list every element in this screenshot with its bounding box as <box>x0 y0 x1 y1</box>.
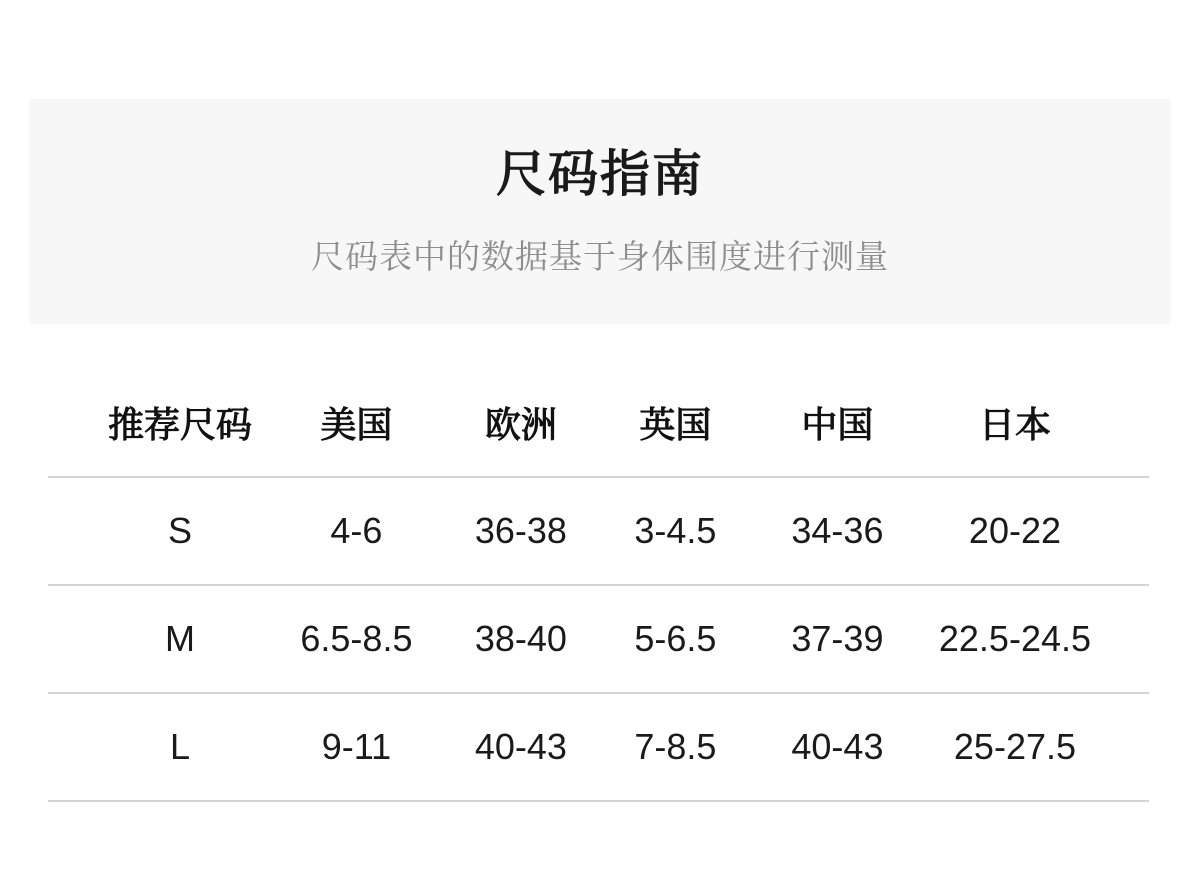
col-header-jp: 日本 <box>923 369 1149 477</box>
cn-value: 40-43 <box>752 693 923 801</box>
us-value: 6.5-8.5 <box>270 585 443 693</box>
jp-value: 22.5-24.5 <box>923 585 1149 693</box>
col-header-recommended-size: 推荐尺码 <box>48 369 270 477</box>
size-label: L <box>48 693 270 801</box>
size-table-header-row <box>48 369 1149 477</box>
eu-value: 40-43 <box>443 693 599 801</box>
col-header-cn: 中国 <box>752 369 923 477</box>
size-label: S <box>48 477 270 585</box>
cn-value: 34-36 <box>752 477 923 585</box>
col-header-uk: 英国 <box>599 369 752 477</box>
page-subtitle: 尺码表中的数据基于身体围度进行测量 <box>311 237 889 275</box>
us-value: 4-6 <box>270 477 443 585</box>
col-header-eu: 欧洲 <box>443 369 599 477</box>
jp-value: 20-22 <box>923 477 1149 585</box>
size-table-container <box>48 369 1149 802</box>
size-table <box>48 369 1149 802</box>
eu-value: 38-40 <box>443 585 599 693</box>
size-guide-header-panel <box>29 99 1171 324</box>
uk-value: 7-8.5 <box>599 693 752 801</box>
us-value: 9-11 <box>270 693 443 801</box>
table-row-size-l <box>48 693 1149 801</box>
uk-value: 5-6.5 <box>599 585 752 693</box>
table-row-size-m <box>48 585 1149 693</box>
size-guide-page <box>0 99 1200 870</box>
size-label: M <box>48 585 270 693</box>
uk-value: 3-4.5 <box>599 477 752 585</box>
col-header-us: 美国 <box>270 369 443 477</box>
eu-value: 36-38 <box>443 477 599 585</box>
cn-value: 37-39 <box>752 585 923 693</box>
jp-value: 25-27.5 <box>923 693 1149 801</box>
table-row-size-s <box>48 477 1149 585</box>
page-title: 尺码指南 <box>496 146 704 202</box>
